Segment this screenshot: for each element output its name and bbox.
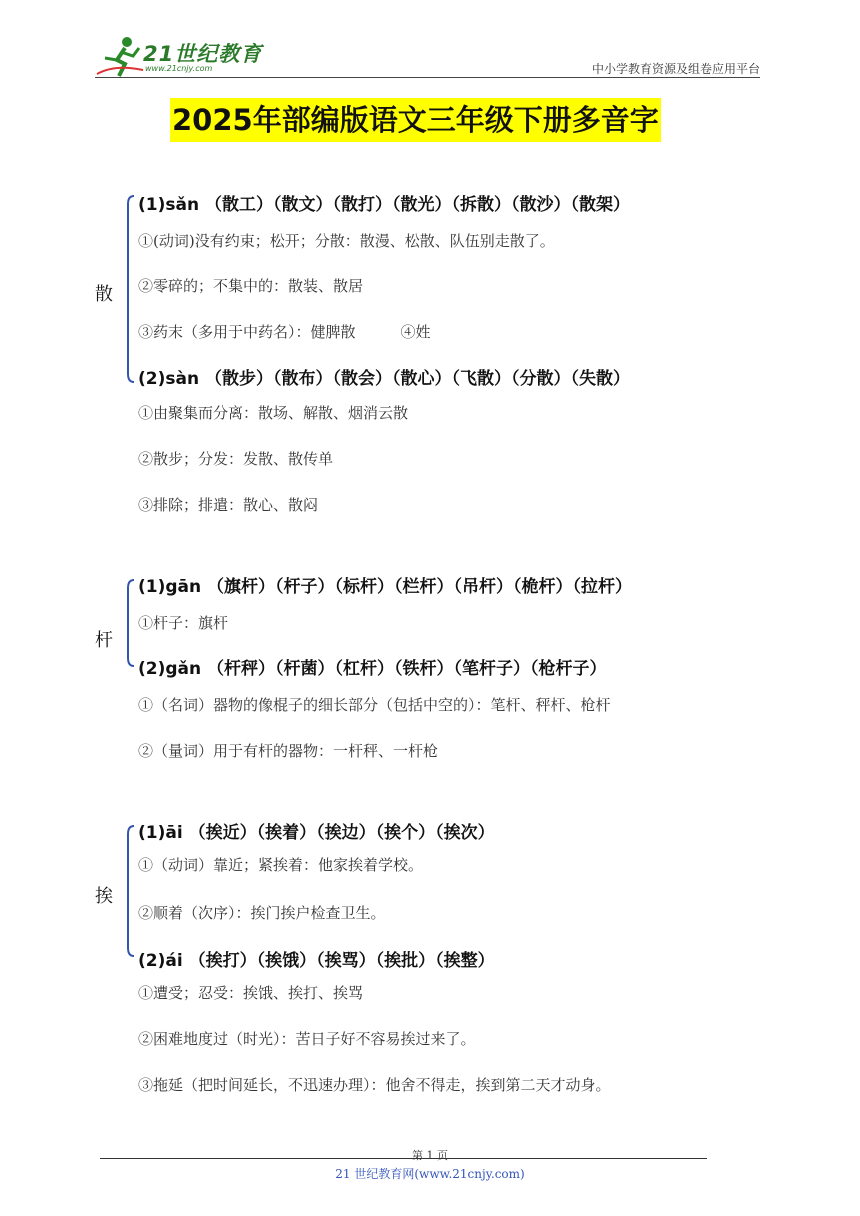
entry-character: 挨 (95, 886, 113, 907)
footer-site-link[interactable]: 21 世纪教育网(www.21cnjy.com) (335, 1167, 525, 1181)
footer-divider (100, 1158, 707, 1159)
meaning-line: ①杆子：旗杆 (138, 614, 229, 632)
meaning-line: ③药末（多用于中药名）：健脾散 ④姓 (138, 323, 431, 341)
logo-url: www.21cnjy.com (145, 64, 213, 73)
logo-text: 21世纪教育 (143, 42, 263, 66)
meaning-line: ①(动词)没有约束；松开；分散：散漫、松散、队伍别走散了。 (138, 232, 555, 250)
pronunciation-line: (2)ái （挨打）（挨饿）（挨骂）（挨批）（挨整） (138, 951, 495, 971)
meaning-line: ③排除；排遣：散心、散闷 (138, 496, 319, 514)
meaning-line: ②顺着（次序）：挨门挨户检查卫生。 (138, 904, 386, 922)
runner-icon (95, 34, 145, 78)
pronunciation-line: (1)gān （旗杆）（杆子）（标杆）（栏杆）（吊杆）（桅杆）（拉杆） (138, 577, 633, 597)
brace-icon (125, 194, 135, 384)
meaning-line: ①（名词）器物的像棍子的细长部分（包括中空的）：笔杆、秤杆、枪杆 (138, 696, 611, 714)
brace-icon (125, 824, 135, 958)
meaning-line: ①（动词）靠近；紧挨着：他家挨着学校。 (138, 856, 424, 874)
meaning-line: ②零碎的；不集中的：散装、散居 (138, 277, 364, 295)
page-number: 第 1 页 (412, 1149, 448, 1162)
pronunciation-line: (2)gǎn （杆秤）（杆菌）（杠杆）（铁杆）（笔杆子）（枪杆子） (138, 659, 607, 679)
page-header (95, 30, 760, 80)
entry-character: 杆 (95, 630, 113, 651)
entry-character: 散 (95, 284, 113, 305)
pronunciation-line: (1)āi （挨近）（挨着）（挨边）（挨个）（挨次） (138, 823, 495, 843)
logo (95, 34, 265, 78)
brace-icon (125, 578, 135, 668)
meaning-line: ②困难地度过（时光）：苦日子好不容易挨过来了。 (138, 1030, 476, 1048)
header-divider (95, 77, 760, 78)
meaning-line: ①由聚集而分离：散场、解散、烟消云散 (138, 404, 409, 422)
meaning-line: ②散步；分发：发散、散传单 (138, 450, 334, 468)
pronunciation-line: (2)sàn （散步）（散布）（散会）（散心）（飞散）（分散）（失散） (138, 369, 630, 389)
meaning-line: ①遭受；忍受：挨饿、挨打、挨骂 (138, 984, 364, 1002)
meaning-line: ③拖延（把时间延长，不迅速办理）：他舍不得走，挨到第二天才动身。 (138, 1076, 611, 1094)
pronunciation-line: (1)sǎn （散工）（散文）（散打）（散光）（拆散）（散沙）（散架） (138, 195, 630, 215)
platform-name: 中小学教育资源及组卷应用平台 (591, 62, 760, 76)
meaning-line: ②（量词）用于有杆的器物：一杆秤、一杆枪 (138, 742, 439, 760)
page-title: 2025年部编版语文三年级下册多音字 (170, 98, 661, 142)
